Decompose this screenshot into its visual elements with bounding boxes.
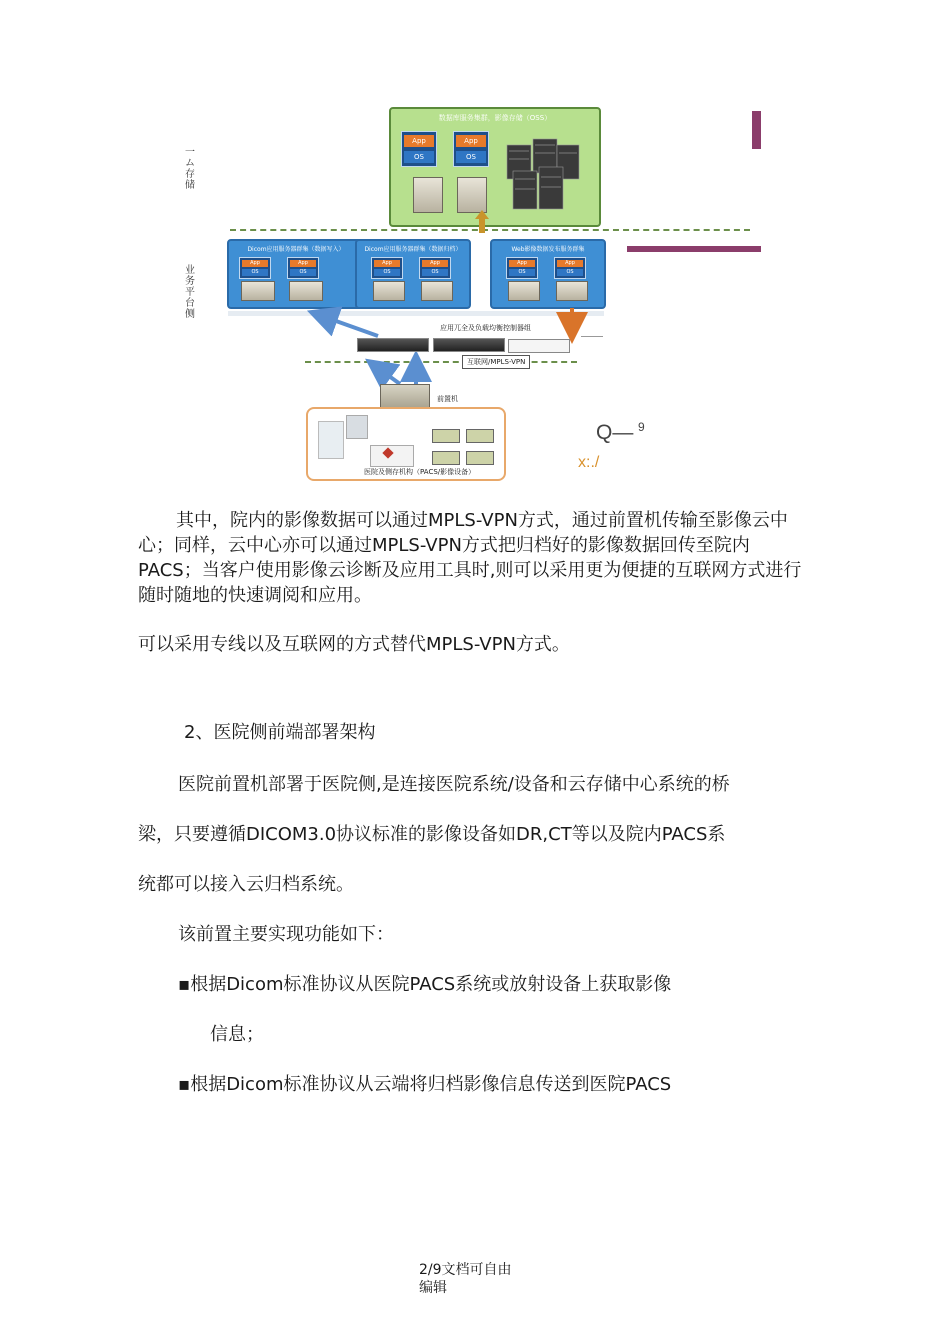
artifact-superscript: 9 — [638, 420, 645, 434]
app-os-icon: App OS — [287, 257, 319, 279]
hospital-box — [306, 407, 506, 481]
server-icon — [556, 281, 588, 301]
medical-device-icon — [318, 421, 344, 459]
server-icon — [413, 177, 443, 213]
arrow-up-icon — [479, 219, 485, 233]
server-icon — [508, 281, 540, 301]
app-os-icon: App OS — [239, 257, 271, 279]
cloud-storage-title: 数据库服务集群，影像存储（OSS） — [438, 114, 552, 122]
footer-page-number: 2/9文档可自由 — [419, 1262, 512, 1278]
app-os-icon: App OS — [371, 257, 403, 279]
connector-line — [581, 336, 603, 337]
separator-line — [230, 229, 750, 231]
server-icon — [373, 281, 405, 301]
load-balancer-label: 应用兀全及负载均衡控制器组 — [440, 324, 531, 332]
paragraph-line: 医院前置机部署于医院侧,是连接医院系统/设备和云存储中心系统的桥 — [178, 774, 730, 795]
network-label: 互联网/MPLS-VPN — [462, 355, 530, 369]
decorative-bar — [627, 246, 761, 252]
cluster-title: Dicom应用服务器群集（数据写入） — [247, 246, 345, 253]
paragraph: 可以采用专线以及互联网的方式替代MPLS-VPN方式。 — [138, 634, 570, 655]
server-icon — [241, 281, 275, 301]
switch-icon — [433, 338, 505, 352]
computer-icon — [466, 451, 494, 465]
medical-device-icon — [370, 445, 414, 467]
cluster-title: Web影像数据发布服务群集 — [511, 246, 585, 253]
server-icon — [457, 177, 487, 213]
server-icon — [421, 281, 453, 301]
front-machine-label: 前置机 — [437, 395, 458, 403]
artifact-text: x:./ — [578, 454, 600, 471]
computer-icon — [466, 429, 494, 443]
cluster-box — [355, 239, 471, 309]
side-label-storage: 一ム存储 — [185, 147, 195, 191]
computer-icon — [432, 451, 460, 465]
cluster-box — [490, 239, 606, 309]
server-icon — [289, 281, 323, 301]
page-footer — [419, 1261, 512, 1297]
computer-icon — [432, 429, 460, 443]
bullet-item: ▪根据Dicom标准协议从医院PACS系统或放射设备上获取影像 — [178, 974, 672, 995]
artifact-text: Q— — [596, 421, 634, 444]
switch-icon — [357, 338, 429, 352]
paragraph: 该前置主要实现功能如下： — [178, 924, 394, 945]
app-os-icon: App OS — [453, 131, 489, 167]
app-os-icon: App OS — [401, 131, 437, 167]
app-os-icon: App OS — [506, 257, 538, 279]
app-os-icon: App OS — [419, 257, 451, 279]
cluster-title: Dicom应用服务器群集（数据归档） — [364, 246, 462, 253]
paragraph-line: 统都可以接入云归档系统。 — [138, 874, 354, 895]
hospital-label: 医院及侧存机构（PACS/影像设备） — [364, 468, 476, 476]
app-os-icon: App OS — [554, 257, 586, 279]
switch-icon — [508, 339, 570, 353]
paragraph-line: 梁，只要遵循DICOM3.0协议标准的影像设备如DR,CT等以及院内PACS系 — [138, 824, 726, 845]
side-label-business: 业务平台侧 — [185, 265, 195, 320]
arrow-up-head-icon — [475, 210, 489, 219]
footer-note: 编辑 — [419, 1280, 447, 1296]
cluster-box — [227, 239, 365, 309]
decorative-bar — [752, 111, 761, 149]
storage-rack-icon — [503, 131, 583, 215]
cloud-storage-box — [389, 107, 601, 227]
bullet-item-continuation: 信息； — [210, 1024, 264, 1045]
section-heading: 2、医院侧前端部署架构 — [184, 722, 376, 743]
paragraph: 其中，院内的影像数据可以通过MPLS-VPN方式，通过前置机传输至影像云中心；同样，云中心亦可以通过MPLS-VPN方式把归档好的影像数据回传至院内PACS；当客户使用影像云诊断及应用工具时,则可以采用更为便捷的互联网方式进行随时随地的快速调阅和应用。 — [138, 510, 802, 606]
medical-device-icon — [346, 415, 368, 439]
bullet-item: ▪根据Dicom标准协议从云端将归档影像信息传送到医院PACS — [178, 1074, 672, 1095]
